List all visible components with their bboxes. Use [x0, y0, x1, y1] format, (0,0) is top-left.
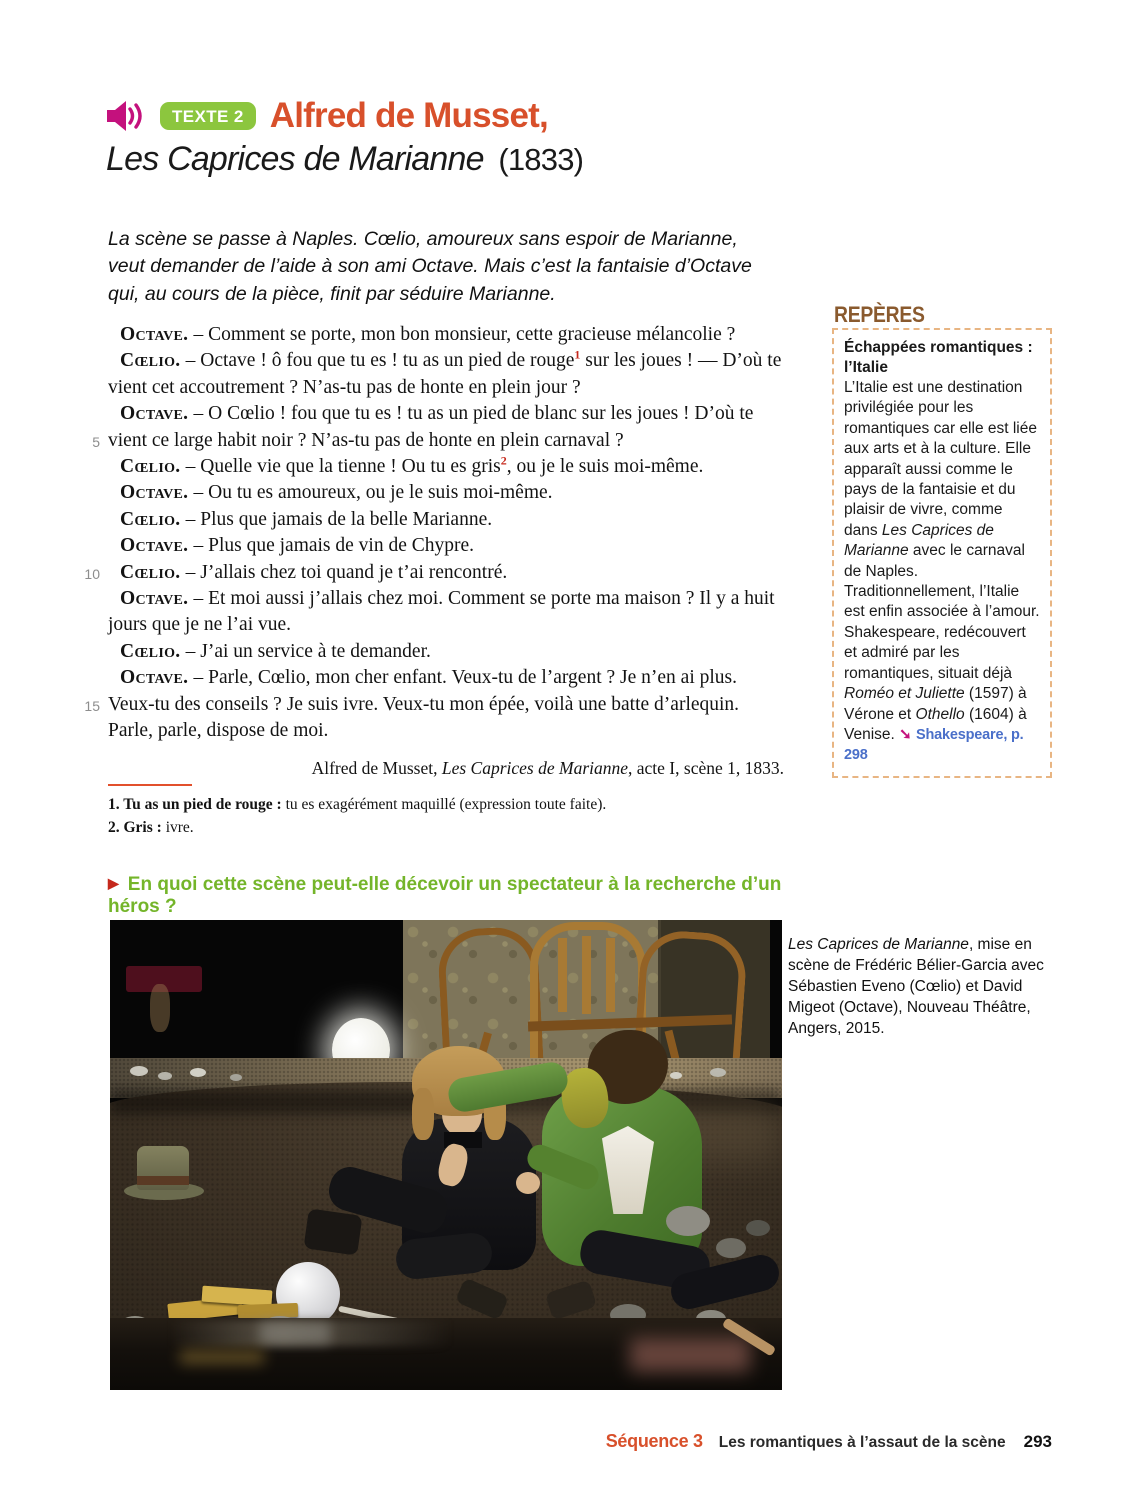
- verse-line-number: 5: [92, 433, 100, 450]
- actor-coelio-hair: [412, 1088, 434, 1140]
- text-run: (1597) à Vérone et: [844, 685, 1027, 723]
- text-run: – Et moi aussi j’allais chez moi. Comment se porte ma maison ? Il y a huit jours que je ne l’ai vue.: [108, 588, 775, 636]
- stage-photo: [110, 920, 782, 1390]
- speaker-name: Octave.: [120, 535, 194, 557]
- stone: [716, 1238, 746, 1258]
- texte-badge: TEXTE 2: [160, 102, 256, 130]
- text-run: – Plus que jamais de la belle Marianne.: [185, 508, 493, 530]
- dialogue-lines: [78, 322, 788, 745]
- cross-ref-arrow-icon: ➘: [899, 725, 912, 743]
- dialogue-line: [108, 533, 784, 559]
- stone: [666, 1206, 710, 1236]
- actor-boot: [303, 1208, 362, 1255]
- verse-line-number: 15: [84, 697, 100, 714]
- actor-octave-hand: [516, 1172, 540, 1194]
- text-run: – Plus que jamais de vin de Chypre.: [193, 535, 475, 557]
- footnote-text: ivre.: [161, 818, 194, 836]
- work-title: Les Caprices de Marianne: [106, 140, 484, 178]
- speaker-name: Cœlio.: [120, 508, 186, 530]
- footnote-lead: 2. Gris :: [108, 818, 162, 836]
- italic-title: Les Caprices de Marianne: [441, 757, 629, 778]
- background-figure: [150, 984, 170, 1032]
- text-run: L’Italie est une destination privilégiée pour les romantiques car elle est liée aux arts et à la culture. Elle apparaît aussi comme le pays de la fantaisie et du plaisir de vivre, comme dans: [844, 379, 1037, 539]
- dialogue-line: [108, 665, 784, 744]
- puddle-reflection: [260, 1322, 330, 1344]
- speaker-name: Cœlio.: [120, 456, 186, 478]
- dialogue-line: [108, 322, 784, 348]
- chair-slat: [606, 938, 615, 1012]
- dialogue-line: [108, 639, 784, 665]
- footnotes: [108, 794, 784, 839]
- page-number: 293: [1023, 1432, 1052, 1451]
- reperes-body-text: [844, 379, 1040, 743]
- photo-caption: [788, 934, 1052, 1039]
- footnote: [108, 817, 784, 840]
- page-footer: [0, 1431, 1052, 1452]
- source-attribution: [108, 758, 784, 779]
- question-text: En quoi cette scène peut-elle décevoir un spectateur à la recherche d’un héros ?: [108, 874, 782, 917]
- text-run: , ou je le suis moi-même.: [506, 456, 704, 478]
- footnote-ref: 2: [500, 453, 507, 468]
- dialogue-line: [108, 586, 784, 639]
- question-bullet-icon: ▶: [108, 875, 119, 891]
- top-hat-band: [137, 1176, 189, 1185]
- footnote-lead: 1. Tu as un pied de rouge :: [108, 796, 282, 813]
- italic-title: Les Caprices de Marianne: [788, 935, 969, 953]
- author-name: Alfred de Musset,: [269, 96, 548, 135]
- work-year: (1833): [498, 142, 584, 177]
- comprehension-question: [108, 874, 808, 918]
- work-title-row: [106, 141, 806, 178]
- speaker-name: Cœlio.: [120, 350, 186, 372]
- italic-title: Roméo et Juliette: [844, 685, 965, 703]
- italic-title: Les Caprices de Marianne: [844, 521, 994, 560]
- intro-paragraph: La scène se passe à Naples. Cœlio, amoureux sans espoir de Marianne, veut demander de l’aide à son ami Octave. Mais c’est la fantaisie d’Octave qui, au cours de la pièce, finit par séduire Marianne.: [108, 227, 752, 305]
- speaker-name: Octave.: [120, 403, 194, 425]
- text-run: avec le carnaval de Naples. Traditionnellement, l’Italie est enfin associée à l’amour. Shakespeare, redécouvert et admiré par les romantiques, situait déjà: [844, 542, 1040, 682]
- header: [106, 98, 806, 178]
- pebble: [130, 1066, 148, 1076]
- dialogue-line: [108, 401, 784, 454]
- sequence-label: Séquence 3: [605, 1431, 703, 1451]
- text-run: , acte I, scène 1, 1833.: [628, 757, 784, 778]
- text-run: – Octave ! ô fou que tu es ! tu as un pied de rouge: [185, 350, 575, 372]
- text-run: – Quelle vie que la tienne ! Ou tu es gris: [185, 456, 501, 478]
- chair-back: [437, 925, 544, 1063]
- chapter-title: Les romantiques à l’assaut de la scène: [718, 1434, 1006, 1451]
- text-run: – Comment se porte, mon bon monsieur, cette gracieuse mélancolie ?: [193, 324, 736, 345]
- chair-slat: [558, 938, 567, 1012]
- dialogue-line: [108, 480, 784, 506]
- puddle-reflection: [630, 1338, 750, 1372]
- verse-line-number: 10: [84, 565, 100, 582]
- speaker-name: Octave.: [120, 588, 194, 610]
- dialogue-text: [78, 322, 788, 745]
- dialogue-line: [108, 560, 784, 586]
- pebble: [190, 1068, 206, 1077]
- speaker-name: Cœlio.: [120, 561, 186, 583]
- text-run: – Parle, Cœlio, mon cher enfant. Veux-tu de l’argent ? Je n’en ai plus. Veux-tu des conseils ? Je suis ivre. Veux-tu mon épée, voilà une batte d’arlequin. Parle, parle, dispose de moi.: [108, 667, 740, 742]
- reperes-sidebar: [832, 304, 1052, 778]
- text-run: , mise en scène de Frédéric Bélier-Garcia avec Sébastien Eveno (Cœlio) et David Migeot (Octave), Nouveau Théâtre, Angers, 2015.: [788, 935, 1044, 1037]
- dialogue-line: [108, 454, 784, 480]
- speaker-name: Octave.: [120, 667, 194, 689]
- cross-ref-link[interactable]: Shakespeare, p. 298: [844, 726, 1024, 764]
- chair-slat: [582, 936, 591, 1014]
- reperes-heading: Échappées romantiques : l’Italie: [844, 339, 1033, 376]
- stone: [746, 1220, 770, 1236]
- text-run: sur les joues ! — D’où te vient cet accoutrement ? N’as-tu pas de honte en plein jour ?: [108, 350, 782, 398]
- reperes-body: [844, 378, 1040, 766]
- audio-speaker-icon[interactable]: [106, 100, 146, 132]
- text-run: – O Cœlio ! fou que tu es ! tu as un pied de blanc sur les joues ! D’où te vient ce large habit noir ? N’as-tu pas de honte en plein carnaval ?: [108, 403, 754, 451]
- pebble: [230, 1074, 242, 1081]
- pebble: [710, 1068, 726, 1077]
- text-run: – Ou tu es amoureux, ou je le suis moi-même.: [193, 482, 553, 504]
- footnote: [108, 794, 784, 817]
- speaker-name: Octave.: [120, 324, 194, 345]
- footnote-divider: [108, 784, 192, 786]
- dialogue-line: [108, 348, 784, 401]
- footnote-text: tu es exagérément maquillé (expression toute faite).: [281, 796, 607, 813]
- dialogue-line: [108, 507, 784, 533]
- pebble: [670, 1072, 682, 1079]
- pebble: [158, 1072, 172, 1080]
- italic-title: Othello: [915, 705, 965, 723]
- speaker-name: Cœlio.: [120, 640, 186, 662]
- text-run: – J’ai un service à te demander.: [185, 640, 431, 662]
- reperes-box: [832, 328, 1052, 778]
- reperes-title: REPÈRES: [834, 302, 925, 327]
- speaker-name: Octave.: [120, 482, 194, 504]
- text-run: – J’allais chez toi quand je t’ai rencontré.: [185, 561, 508, 583]
- footnote-ref: 1: [574, 347, 581, 362]
- puddle-reflection: [180, 1350, 264, 1364]
- text-run: Alfred de Musset,: [311, 757, 442, 778]
- text-run: (1604) à Venise.: [844, 705, 1027, 743]
